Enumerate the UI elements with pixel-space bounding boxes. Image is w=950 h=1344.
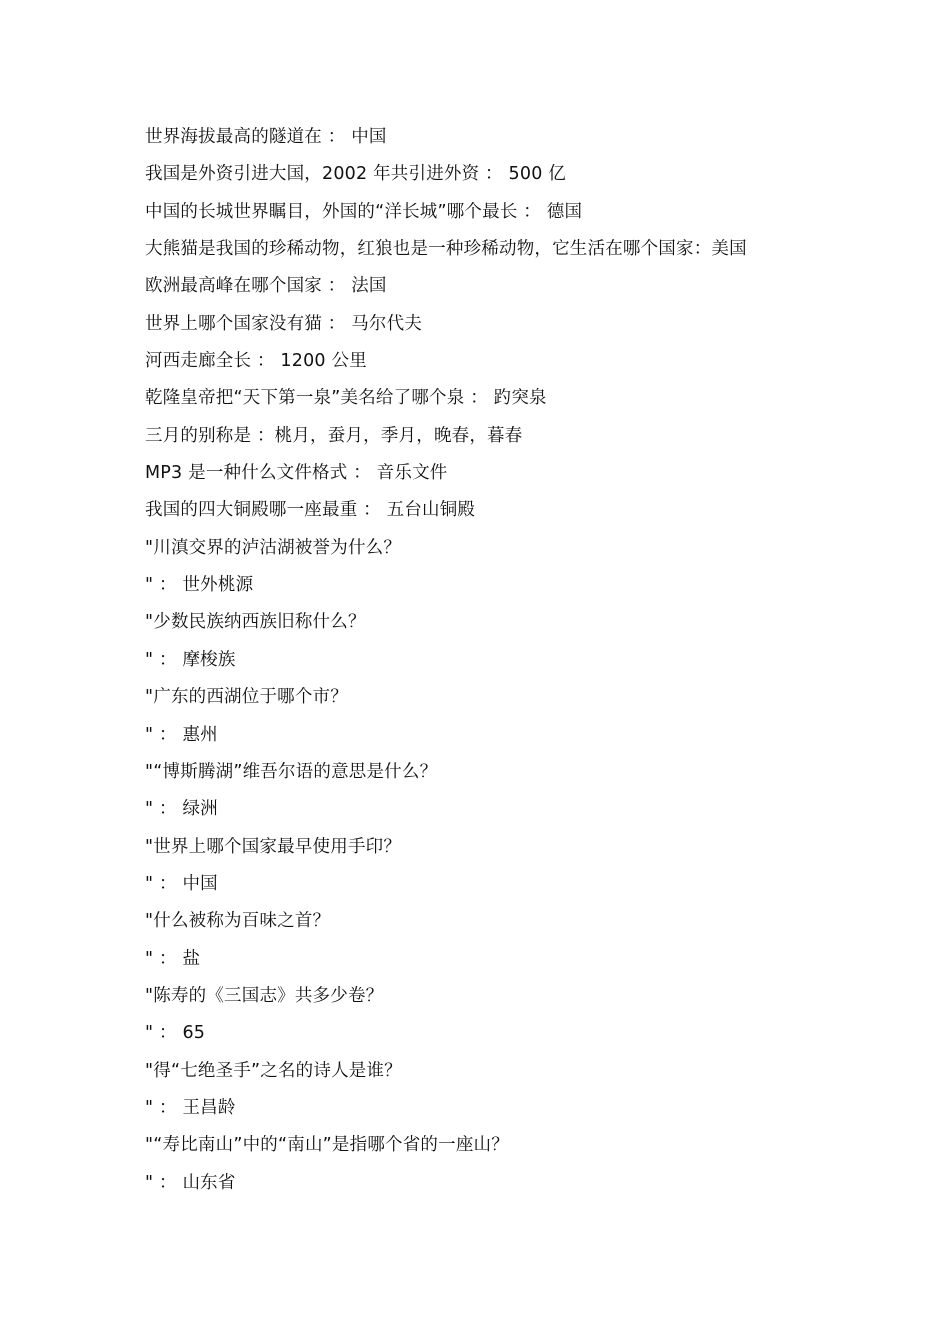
text-line: 乾隆皇帝把“天下第一泉”美名给了哪个泉 ： 趵突泉 [145, 388, 547, 409]
text-line: 三月的别称是 ：桃月，蚕月，季月，晚春，暮春 [145, 425, 523, 446]
question-line: "“寿比南山”中的“南山”是指哪个省的一座山？ [145, 1135, 509, 1156]
quiz-text-lines [145, 123, 925, 1206]
answer-line: " ： 山东省 [145, 1172, 236, 1193]
text-line: 中国的长城世界瞩目，外国的“洋长城”哪个最长 ： 德国 [145, 201, 583, 222]
question-line: "什么被称为百味之首？ [145, 911, 331, 932]
question-line: "得“七绝圣手”之名的诗人是谁？ [145, 1060, 402, 1081]
text-line: 河西走廊全长 ： 1200 公里 [145, 351, 367, 372]
text-line: 世界海拔最高的隧道在 ： 中国 [145, 127, 387, 147]
answer-line: " ： 王昌龄 [145, 1097, 236, 1118]
text-line: 欧洲最高峰在哪个国家 ： 法国 [145, 276, 387, 297]
answer-line: " ： 65 [145, 1023, 206, 1044]
text-line: 我国是外资引进大国，2002 年共引进外资 ： 500 亿 [145, 164, 566, 185]
question-line: "少数民族纳西族旧称什么？ [145, 612, 366, 633]
answer-line: " ： 中国 [145, 873, 218, 894]
answer-line: " ： 绿洲 [145, 799, 218, 820]
question-line: "川滇交界的泸沽湖被誉为什么？ [145, 537, 402, 558]
text-line: 大熊猫是我国的珍稀动物，红狼也是一种珍稀动物，它生活在哪个国家：美国 [145, 239, 747, 260]
answer-line: " ： 盐 [145, 948, 201, 969]
text-line: 世界上哪个国家没有猫 ： 马尔代夫 [145, 313, 423, 334]
answer-line: " ： 惠州 [145, 724, 218, 745]
question-line: "陈寿的《三国志》共多少卷？ [145, 985, 384, 1006]
text-line: MP3 是一种什么文件格式 ： 音乐文件 [145, 463, 448, 484]
question-line: "广东的西湖位于哪个市？ [145, 687, 348, 708]
text-line: 我国的四大铜殿哪一座最重 ： 五台山铜殿 [145, 500, 476, 521]
question-line: "世界上哪个国家最早使用手印？ [145, 836, 402, 857]
question-line: "“博斯腾湖”维吾尔语的意思是什么？ [145, 761, 438, 782]
answer-line: " ： 摩梭族 [145, 649, 236, 670]
answer-line: " ： 世外桃源 [145, 575, 254, 596]
